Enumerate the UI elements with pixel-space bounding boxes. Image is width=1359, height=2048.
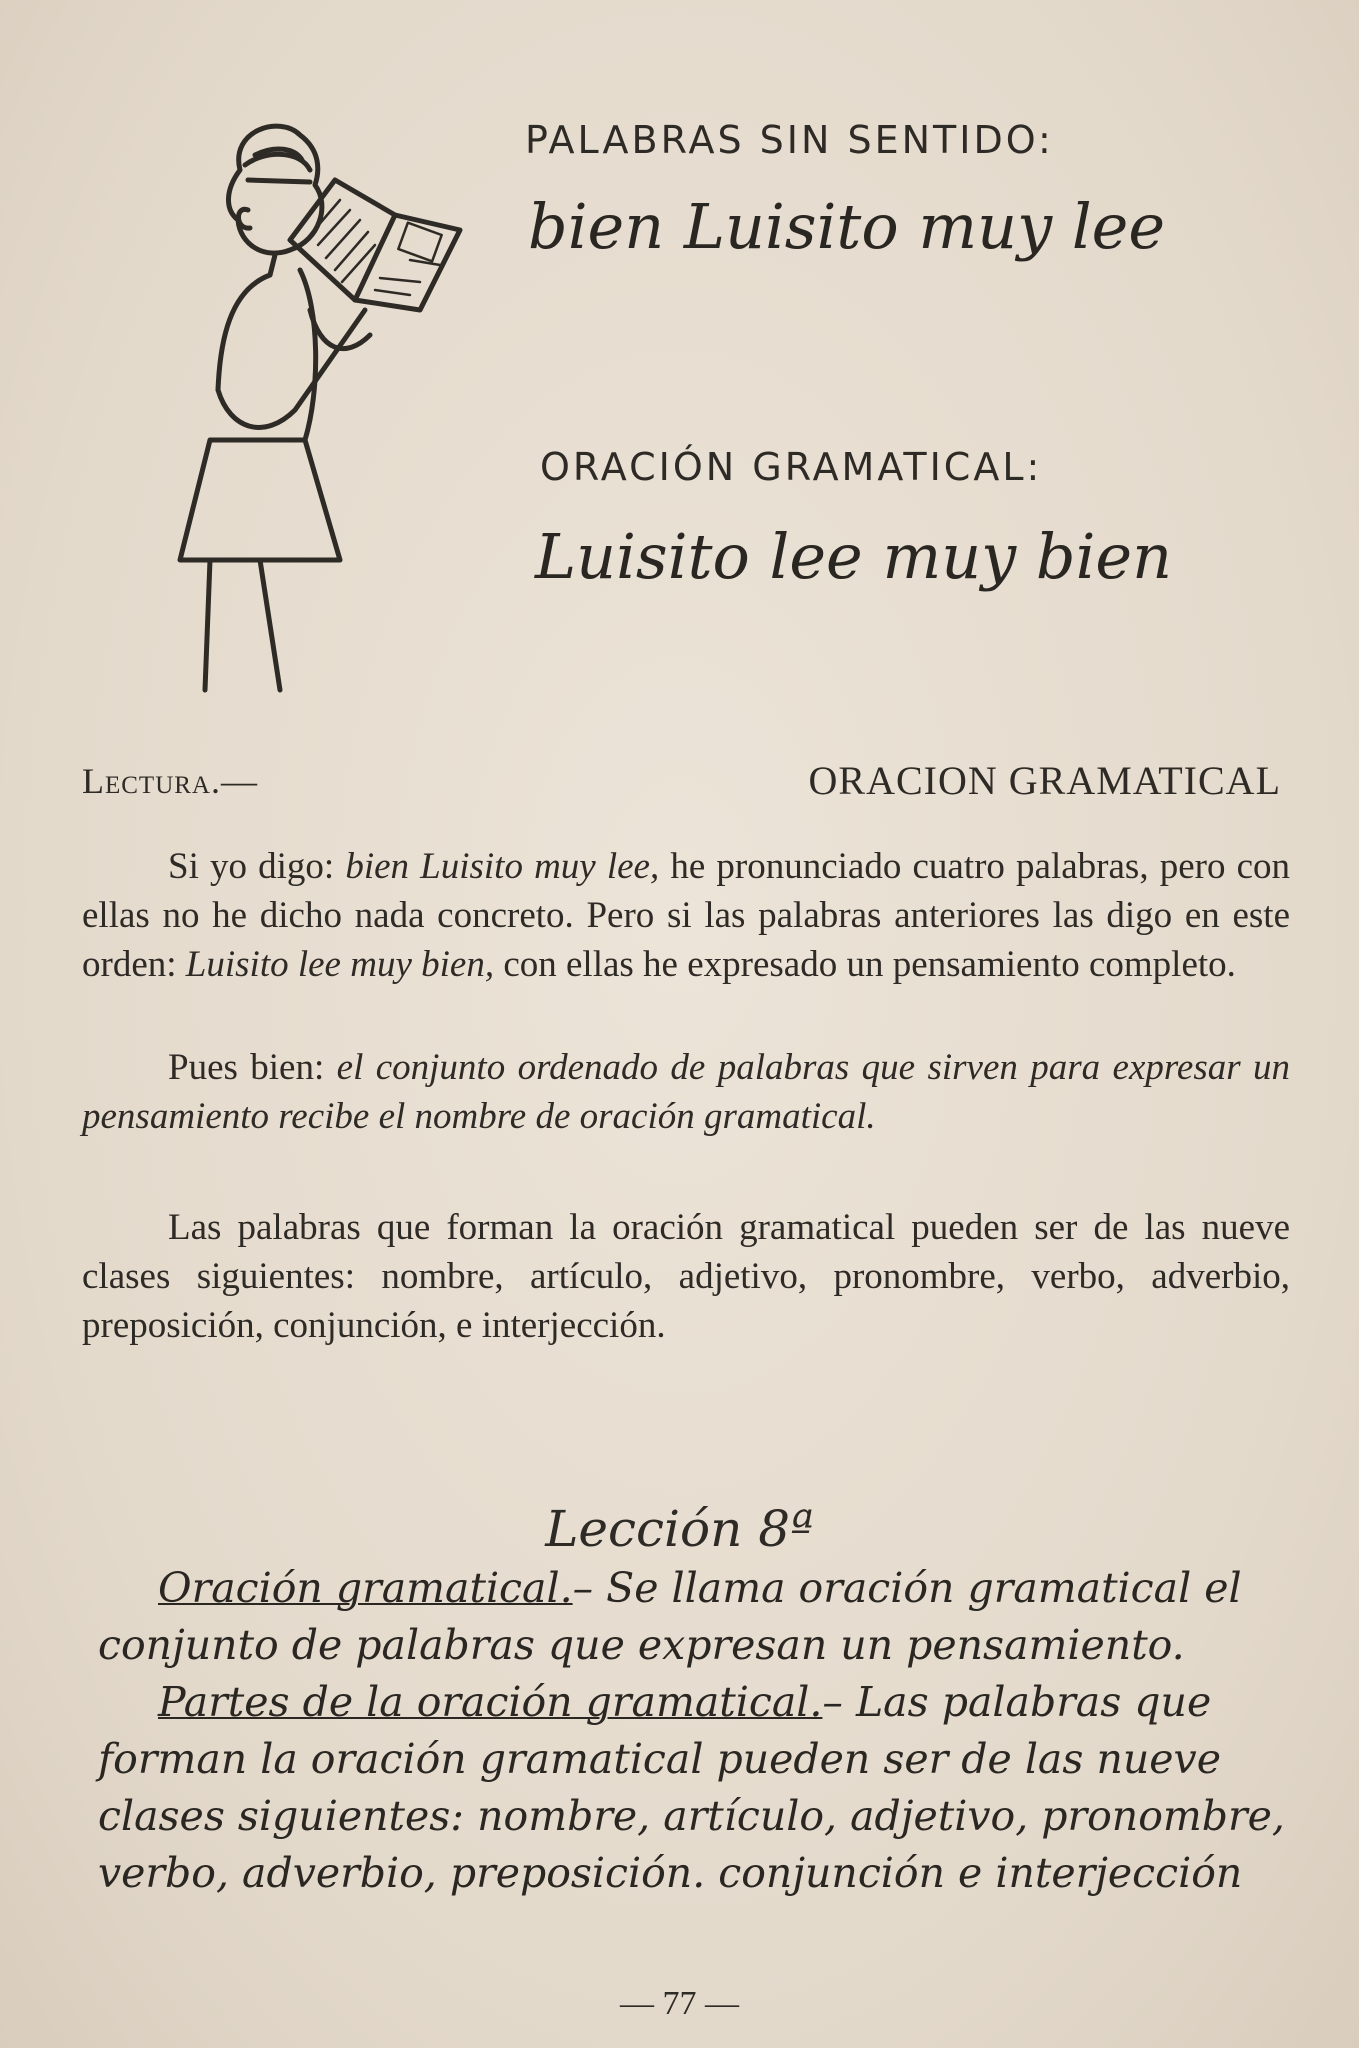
p1-italic-1: bien Luisito muy lee, — [345, 846, 660, 887]
p2-text: Pues bien: — [168, 1047, 337, 1088]
handwritten-lesson — [98, 1560, 1288, 1902]
nonsense-words-script: bien Luisito muy lee — [528, 190, 1166, 263]
p2-italic-definition: el conjunto ordenado de palabras que sirven para expresar un pensamiento recibe el nombre de oración gramatical. — [82, 1047, 1290, 1137]
p1-text: Si yo digo: — [168, 846, 346, 887]
paragraph-1 — [82, 842, 1290, 989]
nonsense-words-label: PALABRAS SIN SENTIDO: — [525, 118, 1054, 162]
paragraph-3 — [82, 1203, 1290, 1350]
sentence-script: Luisito lee muy bien — [535, 520, 1173, 593]
reading-label: Lectura.— — [82, 761, 258, 801]
lesson-text-1: – Se llama oración gramatical el conjunto de palabras que expresan un pensamiento. — [98, 1564, 1242, 1669]
p1-italic-2: Luisito lee muy bien, — [185, 944, 495, 985]
paragraph-2 — [82, 1043, 1290, 1141]
lesson-heading-1: Oración gramatical. — [158, 1564, 573, 1612]
lesson-heading-2: Partes de la oración gramatical. — [158, 1678, 823, 1726]
sentence-label: ORACIÓN GRAMATICAL: — [540, 445, 1043, 489]
boy-reading-book-illustration — [170, 110, 500, 710]
lesson-title: Lección 8ª — [545, 1500, 814, 1558]
page-number: — 77 — — [620, 1985, 739, 2022]
p3-text: Las palabras que forman la oración gramatical pueden ser de las nueve clases siguientes: nombre, artículo, adjetivo, pronombre, verbo, adverbio, preposición, conjunción, e interjección. — [82, 1207, 1290, 1346]
section-title: ORACION GRAMATICAL — [808, 758, 1281, 803]
p1-text-3: con ellas he expresado un pensamiento completo. — [494, 944, 1236, 985]
lesson-text-2: – Las palabras que forman la oración gramatical pueden ser de las nueve clases siguientes: nombre, artículo, adjetivo, pronombre, verbo, adverbio, preposición. conjunción e interjección — [98, 1678, 1285, 1897]
p1-text-2: he pronunciado cuatro palabras, pero con ellas no he dicho nada concreto. Pero si las palabras anteriores las digo en este orden: — [82, 846, 1290, 985]
